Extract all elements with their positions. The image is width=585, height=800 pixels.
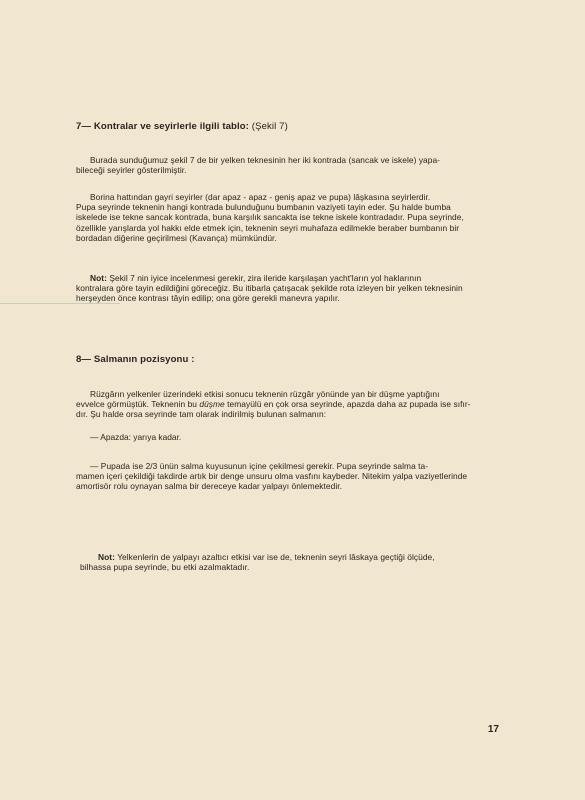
note-text: Şekil 7 nin iyice incelenmesi gerekir, zira ileride karşılaşan yacht'ların yol haklarının [109,273,422,283]
section-7-title: Kontralar ve seyirlerle ilgili tablo: [93,121,250,132]
text-line: Burada sunduğumuz şekil 7 de bir yelken teknesinin her iki kontrada (sancak ve iskele) yapa- [90,155,441,165]
text-line: Rüzgârın yelkenler üzerindeki etkisi sonucu teknenin rüzgâr yönünde yan bir düşme yaptığını [90,389,440,399]
section-7-figure-ref: (Şekil 7) [251,121,288,132]
note-text: Yelkenlerin de yalpayı azaltıcı etkisi var ise de, teknenin seyri lâskaya geçtiği ölçüde, [117,552,435,562]
text-line: özellikle yarışlarda yol hakkı elde etmek için, teknenin seyri muhafaza edilmekle beraber bumbanın bir [76,222,460,233]
section-7-number: 7— [76,121,92,132]
section-8-paragraph-1 [76,389,500,420]
section-8-number: 8— [76,354,92,365]
section-8-note [80,552,500,572]
text-line: dır. Şu halde orsa seyrinde tam olarak indirilmiş bulunan salmanın: [76,409,327,420]
section-7-heading [76,121,288,132]
section-8-title: Salmanın pozisyonu : [93,354,195,365]
emphasized-word: düşme [199,399,225,410]
text-line: bilhassa pupa seyrinde, bu etki azalmaktadır. [80,562,250,573]
section-7-note [76,273,500,304]
text-line: Borina hattından gayri seyirler (dar apaz - apaz - geniş apaz ve pupa) lâşkasına seyirlerdir. [90,192,431,202]
text-fragment: evvelce görmüştük. Teknenin bu [76,399,200,410]
section-7-paragraph-2 [76,192,498,243]
note-label: Not: [90,273,107,283]
section-8-item-1: — Apazda: yarıya kadar. [90,432,182,442]
section-8-item-2 [76,461,500,492]
note-label: Not: [98,552,115,562]
text-line: bordadan diğerine geçirilmesi (Kavança) mümkündür. [76,232,277,243]
text-line: bileceği seyirler gösterilmiştir. [76,165,187,176]
text-line: Pupa seyrinde teknenin hangi kontrada bulunduğunu bumbanın vaziyeti tayin eder. Şu halde bumba [76,202,451,213]
text-line: mamen içeri çekildiği takdirde artık bir denge unsuru olma vasfını kaybeder. Nitekim yalpa vaziyetlerinde [76,471,468,482]
page-number: 17 [487,724,499,735]
text-line: kontralara göre tayin edildiğini göreceğiz. Bu itibarla çatışacak şekilde rota izleyen bir yelken teknesinin [76,283,463,294]
text-line: — Pupada ise 2/3 ünün salma kuyusunun içine çekilmesi gerekir. Pupa seyrinde salma ta- [90,461,429,471]
section-8-heading [76,354,195,365]
text-line: herşeyden önce kontrası tâyin edilip; ona göre gerekli manevra yapılır. [76,293,340,304]
text-line: iskelede ise tekne sancak kontrada, buna karşılık sancakta ise tekne iskele kontradadır. Pupa seyrinde, [76,212,464,223]
section-7-paragraph-1 [76,155,498,176]
text-fragment: temayülü en çok orsa seyrinde, apazda daha az pupada ise sıfır- [224,399,471,410]
text-line: amortisör rolu oynayan salma bir dereceye kadar yalpayı önlemektedir. [76,481,342,492]
